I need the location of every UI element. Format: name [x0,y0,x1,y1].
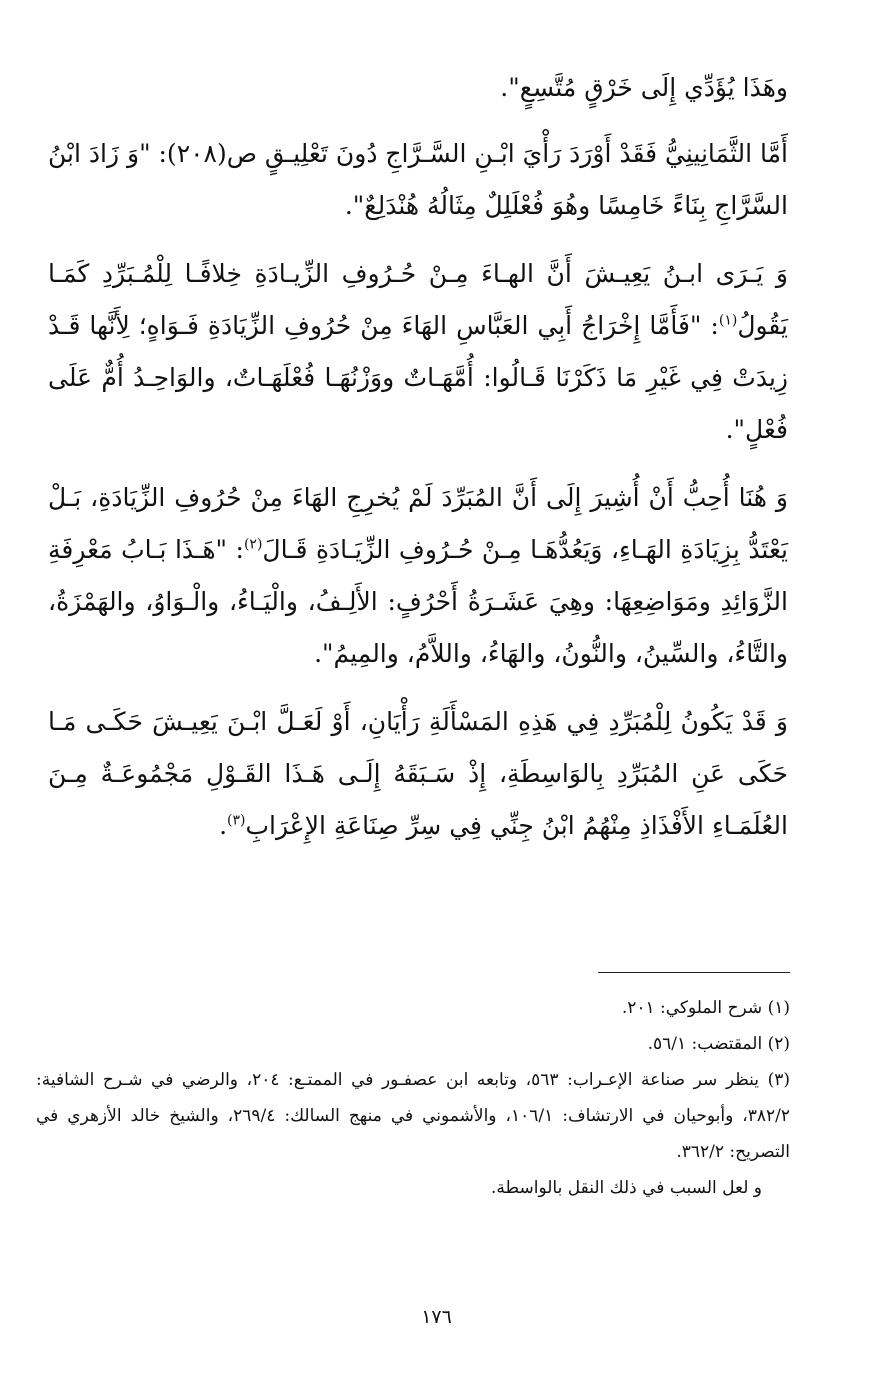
footnote-divider [598,972,790,973]
paragraph-2: أَمَّا الثَّمَانِينِيُّ فَقَدْ أَوْرَدَ رَأْيَ ابْـنِ السَّـرَّاجِ دُونَ تَعْلِيـقٍ ص(٢٠٨): "وَ زَادَ ابْنُ السَّرَّاجِ بِنَاءً خَامِسًا وهُوَ فُعْلَلِلٌ مِثَالُهُ هُنْدَلِعٌ". [48,139,788,220]
main-text [48,62,788,868]
footnote-3-note: و لعل السبب في ذلك النقل بالواسطة. [491,1178,762,1198]
footnote-1-text: شرح الملوكي: ٢٠١. [621,998,763,1018]
paragraph-3 [48,248,788,456]
footnote-3 [36,1062,790,1170]
footnotes [36,990,790,1206]
page-number: ١٧٦ [421,1306,452,1328]
footnote-2-number: (٢) [767,1034,790,1054]
footnote-3-number: (٣) [767,1070,791,1090]
paragraph-3-quote: : "فَأَمَّا إِخْرَاجُ أَبِي العَبَّاسِ الهَاءَ مِنْ حُرُوفِ الزِّيَادَةِ فَـوَاهٍ؛ لِأَنَّها قَـدْ زِيدَتْ فِي غَيْرِ مَا ذَكَرْنَا قَـالُوا: أُمَّهَـاتٌ ووَزْنُهَـا فُعْلَهَـاتٌ، والوَاحِـدُ أُمٌّ عَلَى فُعْلٍ". [48,311,788,444]
footnote-2-text: المقتضب: ٥٦/١. [647,1034,763,1054]
paragraph-4-text: وَ هُنَا أُحِبُّ أَنْ أُشِيرَ إِلَى أَنَّ المُبَرِّدَ لَمْ يُخرِجِ الهَاءَ مِنْ حُرُوفِ الزِّيَادَةِ، بَـلْ يَعْتَدُّ بِزِيَادَةِ الهَـاءِ، وَيَعُدُّهَـا مِـنْ حُـرُوفِ الزِّيَـادَةِ قَـالَ [48,483,788,564]
paragraph-5 [48,696,788,852]
footnote-ref-2[interactable]: (٢) [243,536,263,553]
paragraph-4 [48,472,788,680]
footnote-ref-1[interactable]: (١) [718,312,738,329]
footnote-3-text: ينظر سر صناعة الإعـراب: ٥٦٣، وتابعه ابن عصفـور في الممتـع: ٢٠٤، والرضي في شـرح الشافية: ٣٨٢/٢، وأبوحيان في الارتشاف: ١٠٦/١، والأشموني في منهج السالك: ٢٦٩/٤، والشيخ خالد الأزهري في التصريح: ٣٦٢/٢. [36,1070,791,1162]
footnote-1-number: (١) [767,998,790,1018]
footnote-ref-3[interactable]: (٣) [227,812,246,829]
paragraph-5-text: وَ قَدْ يَكُونُ لِلْمُبَرِّدِ فِي هَذِهِ المَسْأَلَةِ رَأْيَانِ، أَوْ لَعَـلَّ ابْـنَ يَعِيـشَ حَكَـى مَـا حَكَى عَنِ المُبَرِّدِ بِالوَاسِطَةِ، إِذْ سَـبَقَهُ إِلَـى هَـذَا القَـوْلِ مَجْمُوعَـةٌ مِـنَ العُلَمَـاءِ الأَفْذَاذِ مِنْهُمُ ابْنُ جِنِّي فِي سِرِّ صِنَاعَةِ الإِعْرَابِ [48,707,788,840]
paragraph-1: وهَذَا يُؤَدِّي إِلَى خَرْقٍ مُتَّسِعٍ". [500,73,788,102]
footnote-2 [36,1026,790,1062]
paragraph-5-end: . [219,811,228,840]
footnote-1 [36,990,790,1026]
paragraph-4-quote: : "هَـذَا بَـابُ مَعْرِفَةِ الزَّوَائِدِ ومَوَاضِعِهَا: وهِيَ عَشَـرَةُ أَحْرُفٍ: الأَلِـفُ، والْيَـاءُ، والْـوَاوُ، والهَمْزَةُ، والتَّاءُ، والسِّينُ، والنُّونُ، والهَاءُ، واللاَّمُ، والمِيمُ". [48,535,788,668]
paragraph-3-text: وَ يَـرَى ابـنُ يَعِيـشَ أَنَّ الهـاءَ مِـنْ حُـرُوفِ الزِّيـادَةِ خِلافًـا لِلْمُـبَرِّدِ كَمَـا يَقُولُ [48,259,788,340]
